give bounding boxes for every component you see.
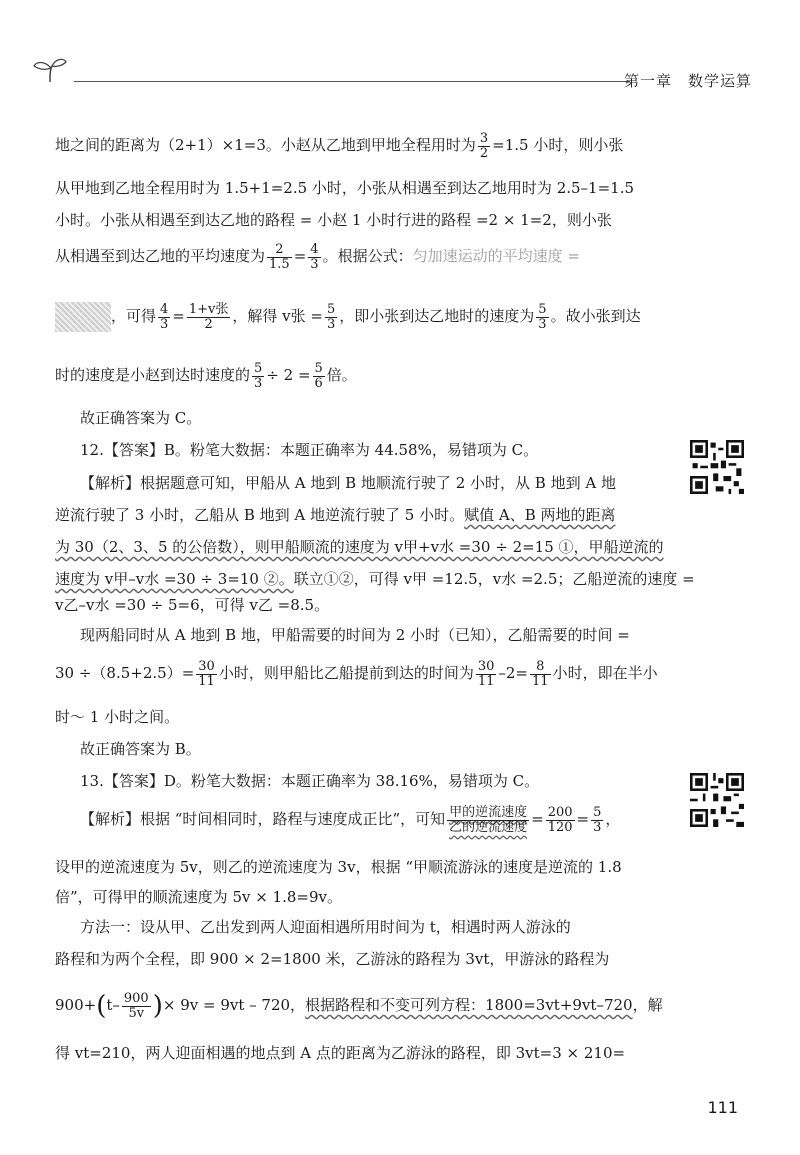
text-line: v乙–v水 =30 ÷ 5=6，可得 v乙 =8.5。: [55, 596, 330, 614]
numerator: 5: [538, 301, 547, 317]
text-line: 故正确答案为 B。: [80, 740, 201, 758]
denominator: 1.5: [269, 256, 290, 272]
text-line: 小时。小张从相遇至到达乙地的路程 = 小赵 1 小时行进的路程 =2 × 1=2，则小张: [55, 211, 612, 229]
text-segment: 倍。: [326, 366, 357, 385]
blurred-formula-image: [55, 302, 111, 332]
numerator: 4: [160, 301, 169, 317]
text-line: 路程和为两个全程，即 900 × 2=1800 米，乙游泳的路程为 3vt，甲游泳的路程为: [55, 950, 610, 968]
fraction: [187, 303, 231, 331]
text-segment: ，即小张到达乙地时的速度为: [339, 307, 535, 325]
text-line: 倍”，可得甲的顺流速度为 5v × 1.8=9v。: [55, 888, 343, 906]
text-line: [55, 992, 663, 1020]
numerator: 30: [477, 659, 495, 674]
underlined-text: 为 30（2、3、5 的公倍数），则甲船顺流的速度为 v甲+v水 =30 ÷ 2=15 ①，甲船逆流的: [55, 538, 664, 556]
text-segment: 联立①②，可得 v甲 =12.5，v水 =2.5；乙船逆流的速度 =: [293, 570, 695, 588]
denominator: 120: [547, 819, 573, 835]
fraction: [530, 660, 551, 688]
fraction: [546, 806, 575, 834]
chapter-title: 第一章 数学运算: [623, 72, 752, 90]
denominator: 3: [538, 316, 547, 332]
fraction: [313, 362, 325, 390]
text-segment: 小时，即在半小: [552, 664, 658, 683]
text-segment: ，解: [632, 996, 663, 1015]
numerator: 5: [314, 361, 323, 376]
denominator: 5v: [128, 1005, 145, 1021]
text-line: 得 vt=210，两人迎面相遇的地点到 A 点的距离为乙游泳的路程，即 3vt=3 × 210=: [55, 1044, 626, 1062]
numerator: 3: [479, 131, 489, 146]
numerator: 4: [310, 242, 319, 257]
fraction: [476, 660, 497, 688]
numerator: 甲的逆流速度: [449, 805, 528, 820]
text-segment: × 9v = 9vt – 720，: [162, 996, 306, 1015]
denominator: 11: [198, 673, 215, 689]
text-segment: ÷ 2 =: [266, 366, 311, 385]
underlined-text: 赋值 A、B 两地的距离: [464, 506, 616, 524]
text-segment: ，: [605, 810, 621, 829]
paren-close: ): [152, 991, 163, 1022]
text-line: [55, 660, 658, 688]
numerator: 1+v张: [188, 301, 229, 317]
text-segment: t–: [106, 996, 120, 1015]
text-line: [55, 302, 641, 332]
fraction: [122, 992, 151, 1020]
denominator: 6: [314, 375, 323, 391]
fraction: [447, 806, 529, 834]
text-segment: 逆流行驶了 3 小时，乙船从 B 地到 A 地逆流行驶了 5 小时。: [55, 506, 465, 524]
text-segment: 30 ÷（8.5+2.5）=: [55, 664, 195, 683]
text-segment: –2=: [498, 664, 529, 683]
paren-open: (: [96, 991, 107, 1022]
fraction: [478, 132, 490, 160]
underlined-text: 速度为 v甲–v水 =30 ÷ 3=10 ②。: [55, 570, 294, 588]
text-segment: 。根据公式：: [322, 247, 413, 266]
numerator: 30: [198, 659, 215, 674]
fraction: [267, 243, 292, 271]
text-line: 现两船同时从 A 地到 B 地，甲船需要的时间为 2 小时（已知），乙船需要的时间 =: [80, 626, 630, 644]
text-segment: 900+: [55, 996, 97, 1015]
text-line: 【解析】根据题意可知，甲船从 A 地到 B 地顺流行驶了 2 小时，从 B 地到 A 地: [80, 474, 616, 492]
denominator: 3: [254, 375, 263, 391]
text-segment: ，可得: [111, 307, 157, 325]
denominator: 3: [593, 819, 602, 835]
denominator: 3: [326, 316, 336, 332]
denominator: 3: [160, 316, 169, 332]
qr-code-icon[interactable]: [690, 440, 744, 494]
answer-heading-12: 12.【答案】B。粉笔大数据：本题正确率为 44.58%，易错项为 C。: [80, 441, 539, 459]
numerator: 5: [326, 301, 336, 317]
fraction: [536, 303, 548, 331]
text-segment: 从相遇至到达乙地的平均速度为: [55, 247, 266, 266]
numerator: 200: [547, 805, 573, 820]
numerator: 5: [254, 361, 263, 376]
underlined-text: 根据路程和不变可列方程：1800=3vt+9vt–720: [305, 996, 633, 1015]
text-segment: ，解得 v张 =: [232, 307, 323, 325]
numerator: 5: [593, 805, 602, 820]
denominator: 2: [204, 316, 213, 332]
text-line: 时～ 1 小时之间。: [55, 708, 180, 726]
fraction: [158, 303, 170, 331]
text-line: 设甲的逆流速度为 5v，则乙的逆流速度为 3v，根据 “甲顺流游泳的速度是逆流的 1.8: [55, 858, 622, 876]
text-segment: 。故小张到达: [550, 307, 641, 325]
fraction: [196, 660, 217, 688]
qr-code-icon[interactable]: [690, 773, 744, 827]
numerator: 900: [123, 991, 149, 1006]
text-segment: 时的速度是小赵到达时速度的: [55, 366, 251, 385]
text-line: [55, 362, 357, 390]
fraction: [325, 303, 337, 331]
answer-heading-13: 13.【答案】D。粉笔大数据：本题正确率为 38.16%，易错项为 C。: [80, 772, 540, 790]
denominator: 11: [477, 673, 495, 689]
numerator: 2: [267, 243, 292, 258]
text-segment: 地之间的距离为（2+1）×1=3。小赵从乙地到甲地全程用时为: [55, 136, 476, 155]
text-line: [80, 806, 620, 834]
denominator: 3: [310, 256, 319, 272]
numerator: 8: [530, 660, 551, 675]
text-line: 从甲地到乙地全程用时为 1.5+1=2.5 小时，小张从相遇至到达乙地用时为 2.5–1=1.5: [55, 179, 635, 197]
text-line: [55, 132, 623, 160]
denominator: 乙的逆流速度: [449, 819, 528, 835]
text-segment: 匀加速运动的平均速度 =: [412, 247, 580, 266]
text-segment: =: [576, 810, 590, 829]
text-line: 方法一：设从甲、乙出发到两人迎面相遇所用时间为 t，相遇时两人游泳的: [80, 918, 571, 936]
page-number: 111: [707, 1098, 738, 1117]
fraction: [591, 806, 603, 834]
text-segment: 【解析】根据 “时间相同时，路程与速度成正比”，可知: [80, 810, 446, 829]
fraction: [308, 243, 320, 271]
denominator: 2: [479, 145, 489, 161]
text-line: [55, 572, 695, 587]
text-segment: =: [172, 307, 185, 325]
denominator: 11: [532, 673, 549, 689]
fraction: [252, 362, 264, 390]
text-line: 故正确答案为 C。: [80, 409, 202, 427]
text-line: [55, 508, 616, 523]
text-segment: =: [531, 810, 544, 829]
text-segment: =1.5 小时，则小张: [492, 136, 624, 155]
text-line: [55, 243, 580, 271]
text-segment: =: [293, 247, 307, 266]
text-segment: 小时，则甲船比乙船提前到达的时间为: [218, 664, 474, 683]
